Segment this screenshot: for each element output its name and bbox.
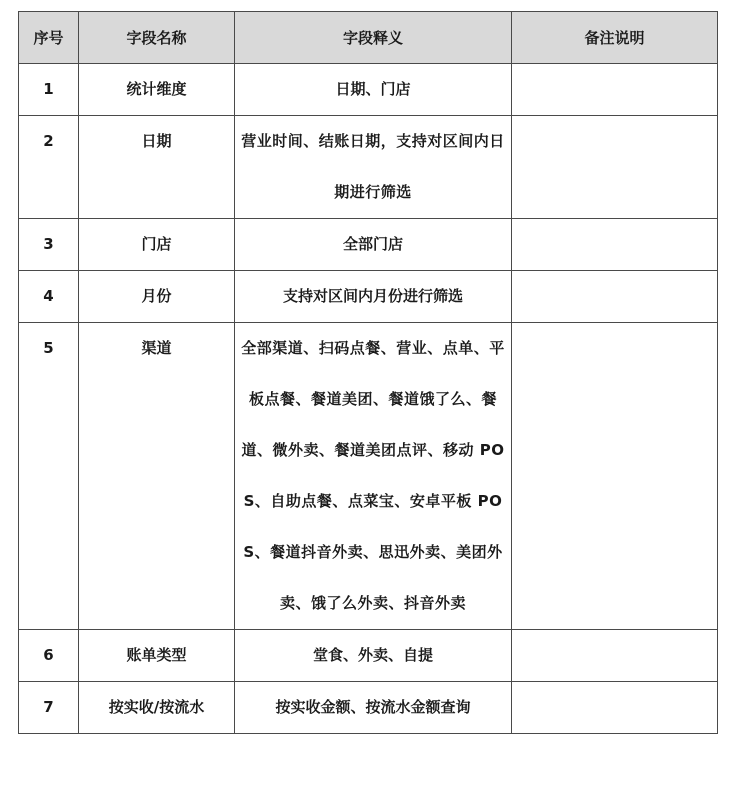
row-index: 6 bbox=[19, 630, 79, 682]
table-row bbox=[19, 64, 718, 116]
row-field-desc bbox=[235, 116, 512, 219]
row-index: 4 bbox=[19, 271, 79, 323]
table-row bbox=[19, 630, 718, 682]
row-field-name: 月份 bbox=[79, 271, 235, 323]
header-index: 序号 bbox=[19, 12, 79, 64]
row-remark bbox=[512, 219, 718, 271]
row-remark bbox=[512, 682, 718, 734]
header-row bbox=[19, 12, 718, 64]
row-index: 3 bbox=[19, 219, 79, 271]
table-row bbox=[19, 116, 718, 219]
row-field-desc: 按实收金额、按流水金额查询 bbox=[235, 682, 512, 734]
table-header bbox=[19, 12, 718, 64]
row-field-name: 渠道 bbox=[79, 323, 235, 630]
table-row bbox=[19, 219, 718, 271]
field-definition-table bbox=[18, 11, 718, 734]
row-field-name: 按实收/按流水 bbox=[79, 682, 235, 734]
row-field-name: 日期 bbox=[79, 116, 235, 219]
table-row bbox=[19, 323, 718, 630]
row-remark bbox=[512, 323, 718, 630]
row-index: 7 bbox=[19, 682, 79, 734]
row-remark bbox=[512, 630, 718, 682]
row-field-name: 门店 bbox=[79, 219, 235, 271]
row-field-name: 统计维度 bbox=[79, 64, 235, 116]
row-field-desc-text: 全部渠道、扫码点餐、营业、点单、平板点餐、餐道美团、餐道饿了么、餐道、微外卖、餐道美团点评、移动 POS、自助点餐、点菜宝、安卓平板 POS、餐道抖音外卖、思迅外卖、美团外卖、饿了么外卖、抖音外卖 bbox=[241, 339, 505, 612]
row-field-desc: 全部门店 bbox=[235, 219, 512, 271]
row-field-desc: 支持对区间内月份进行筛选 bbox=[235, 271, 512, 323]
header-field-desc: 字段释义 bbox=[235, 12, 512, 64]
header-remarks: 备注说明 bbox=[512, 12, 718, 64]
row-remark bbox=[512, 116, 718, 219]
row-remark bbox=[512, 271, 718, 323]
header-field-name: 字段名称 bbox=[79, 12, 235, 64]
table-body bbox=[19, 64, 718, 734]
row-field-desc: 堂食、外卖、自提 bbox=[235, 630, 512, 682]
row-field-name: 账单类型 bbox=[79, 630, 235, 682]
table-row bbox=[19, 271, 718, 323]
row-field-desc: 日期、门店 bbox=[235, 64, 512, 116]
row-index: 1 bbox=[19, 64, 79, 116]
table-row bbox=[19, 682, 718, 734]
row-field-desc bbox=[235, 323, 512, 630]
row-index: 5 bbox=[19, 323, 79, 630]
row-remark bbox=[512, 64, 718, 116]
row-field-desc-text: 营业时间、结账日期，支持对区间内日期进行筛选 bbox=[241, 132, 505, 201]
row-index: 2 bbox=[19, 116, 79, 219]
